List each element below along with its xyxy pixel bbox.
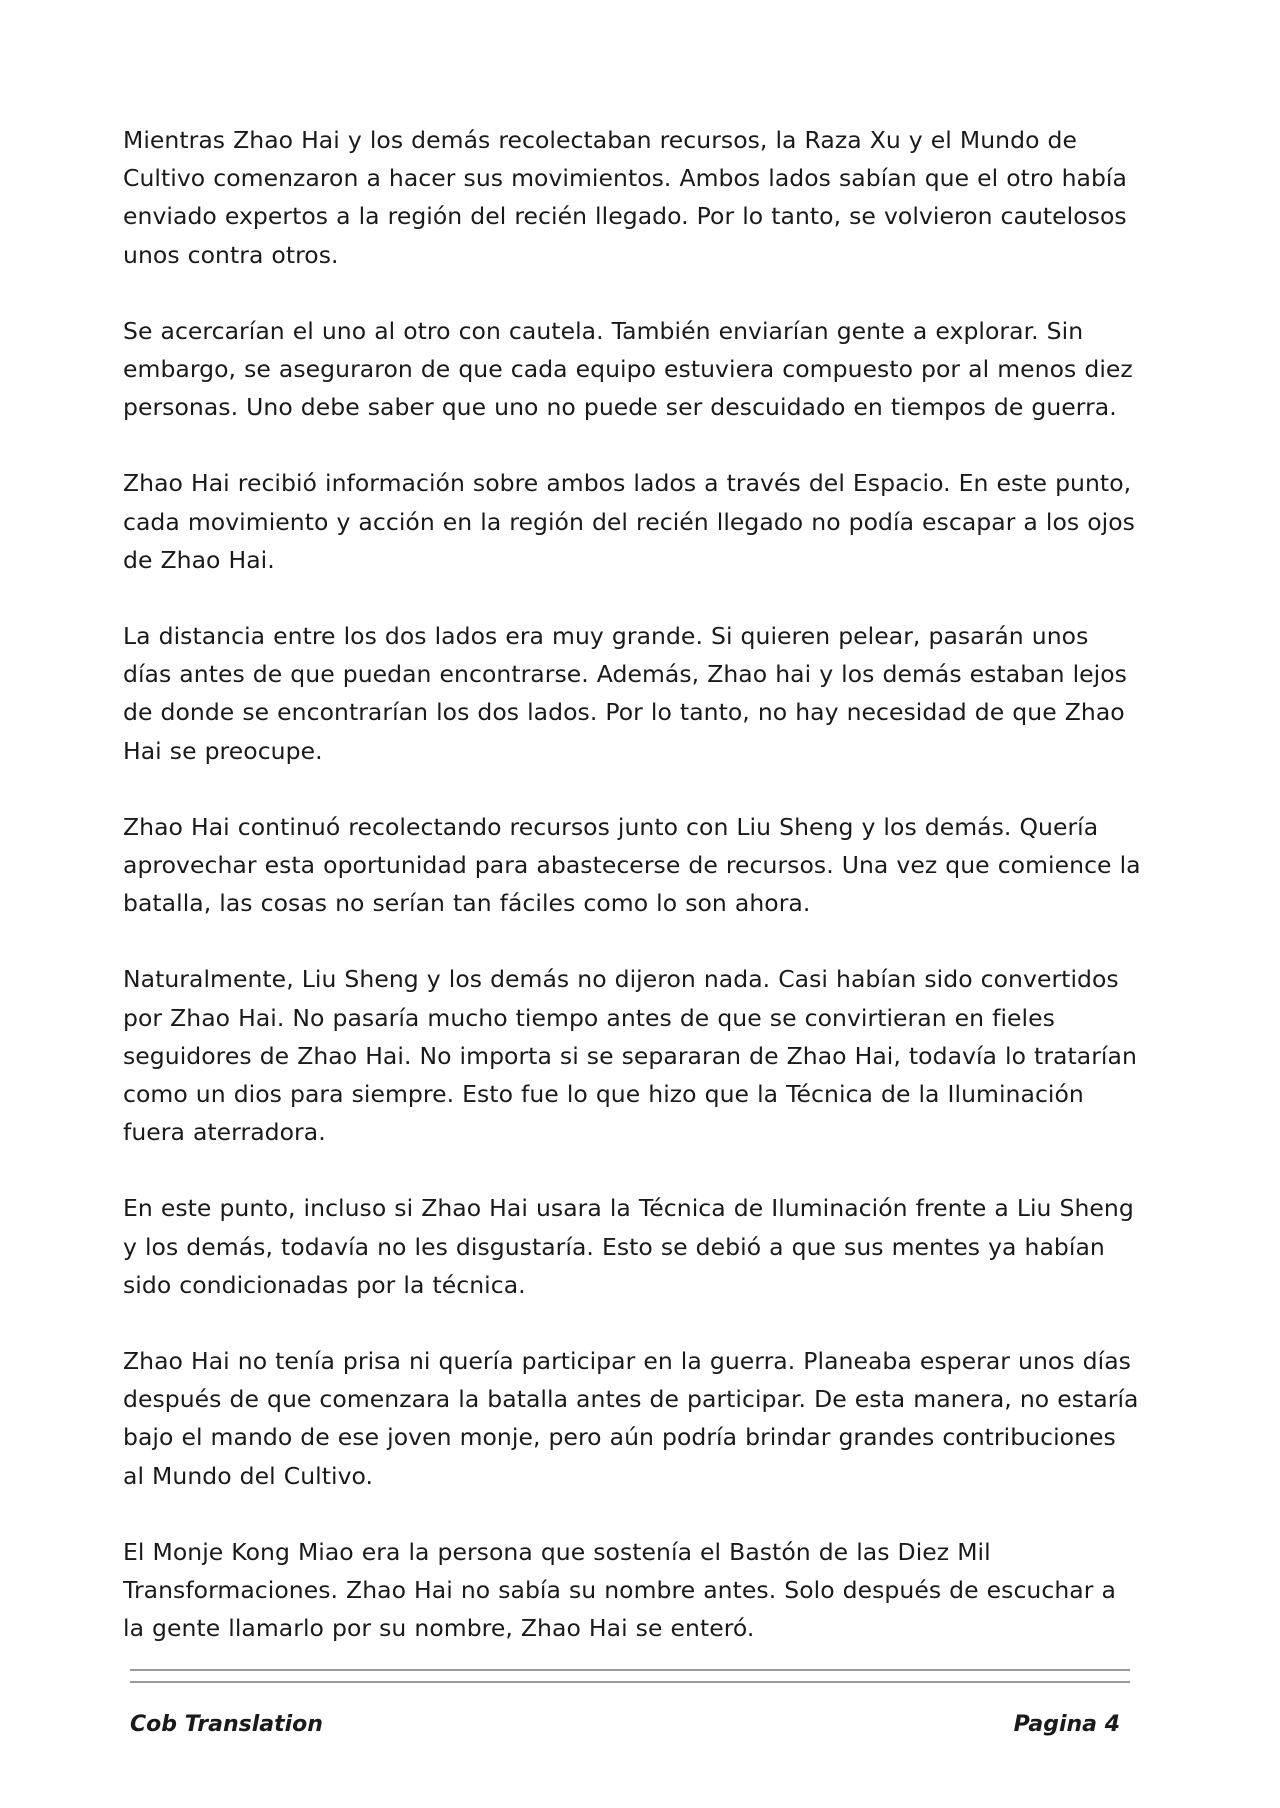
paragraph-6: Naturalmente, Liu Sheng y los demás no dijeron nada. Casi habían sido convertidos por Zhao Hai. No pasaría mucho tiempo antes de que se convirtieran en fieles seguidores de Zhao Hai. No importa si se separaran de Zhao Hai, todavía lo tratarían como un dios para siempre. Esto fue lo que hizo que la Técnica de la Iluminación fuera aterradora. bbox=[123, 965, 1137, 1147]
paragraph-5: Zhao Hai continuó recolectando recursos junto con Liu Sheng y los demás. Quería aprovechar esta oportunidad para abastecerse de recursos. Una vez que comience la batalla, las cosas no serían tan fáciles como lo son ahora. bbox=[123, 812, 1141, 918]
footer-translator-credit: Cob Translation bbox=[130, 1712, 323, 1737]
paragraph-1: Mientras Zhao Hai y los demás recolectaban recursos, la Raza Xu y el Mundo de Cultivo comenzaron a hacer sus movimientos. Ambos lados sabían que el otro había enviado expertos a la región del recién llegado. Por lo tanto, se volvieron cautelosos unos contra otros. bbox=[123, 126, 1127, 269]
paragraph-2: Se acercarían el uno al otro con cautela. También enviarían gente a explorar. Sin embargo, se aseguraron de que cada equipo estuviera compuesto por al menos diez personas. Uno debe saber que uno no puede ser descuidado en tiempos de guerra. bbox=[123, 316, 1133, 422]
paragraph-8: Zhao Hai no tenía prisa ni quería participar en la guerra. Planeaba esperar unos días después de que comenzara la batalla antes de participar. De esta manera, no estaría bajo el mando de ese joven monje, pero aún podría brindar grandes contribuciones al Mundo del Cultivo. bbox=[123, 1347, 1139, 1490]
footer-page-number: Pagina 4 bbox=[1013, 1712, 1120, 1737]
paragraph-7: En este punto, incluso si Zhao Hai usara la Técnica de Iluminación frente a Liu Sheng y los demás, todavía no les disgustaría. Esto se debió a que sus mentes ya habían sido condicionadas por la técnica. bbox=[123, 1194, 1134, 1299]
paragraph-3: Zhao Hai recibió información sobre ambos lados a través del Espacio. En este punto, cada movimiento y acción en la región del recién llegado no podía escapar a los ojos de Zhao Hai. bbox=[123, 469, 1135, 574]
footer-divider-bottom bbox=[130, 1681, 1130, 1683]
paragraph-4: La distancia entre los dos lados era muy grande. Si quieren pelear, pasarán unos días antes de que puedan encontrarse. Además, Zhao hai y los demás estaban lejos de donde se encontrarían los dos lados. Por lo tanto, no hay necesidad de que Zhao Hai se preocupe. bbox=[123, 622, 1127, 765]
footer-divider-top bbox=[130, 1669, 1130, 1671]
document-body bbox=[123, 121, 1143, 1686]
paragraph-9: El Monje Kong Miao era la persona que sostenía el Bastón de las Diez Mil Transformaciones. Zhao Hai no sabía su nombre antes. Solo después de escuchar a la gente llamarlo por su nombre, Zhao Hai se enteró. bbox=[123, 1537, 1116, 1643]
